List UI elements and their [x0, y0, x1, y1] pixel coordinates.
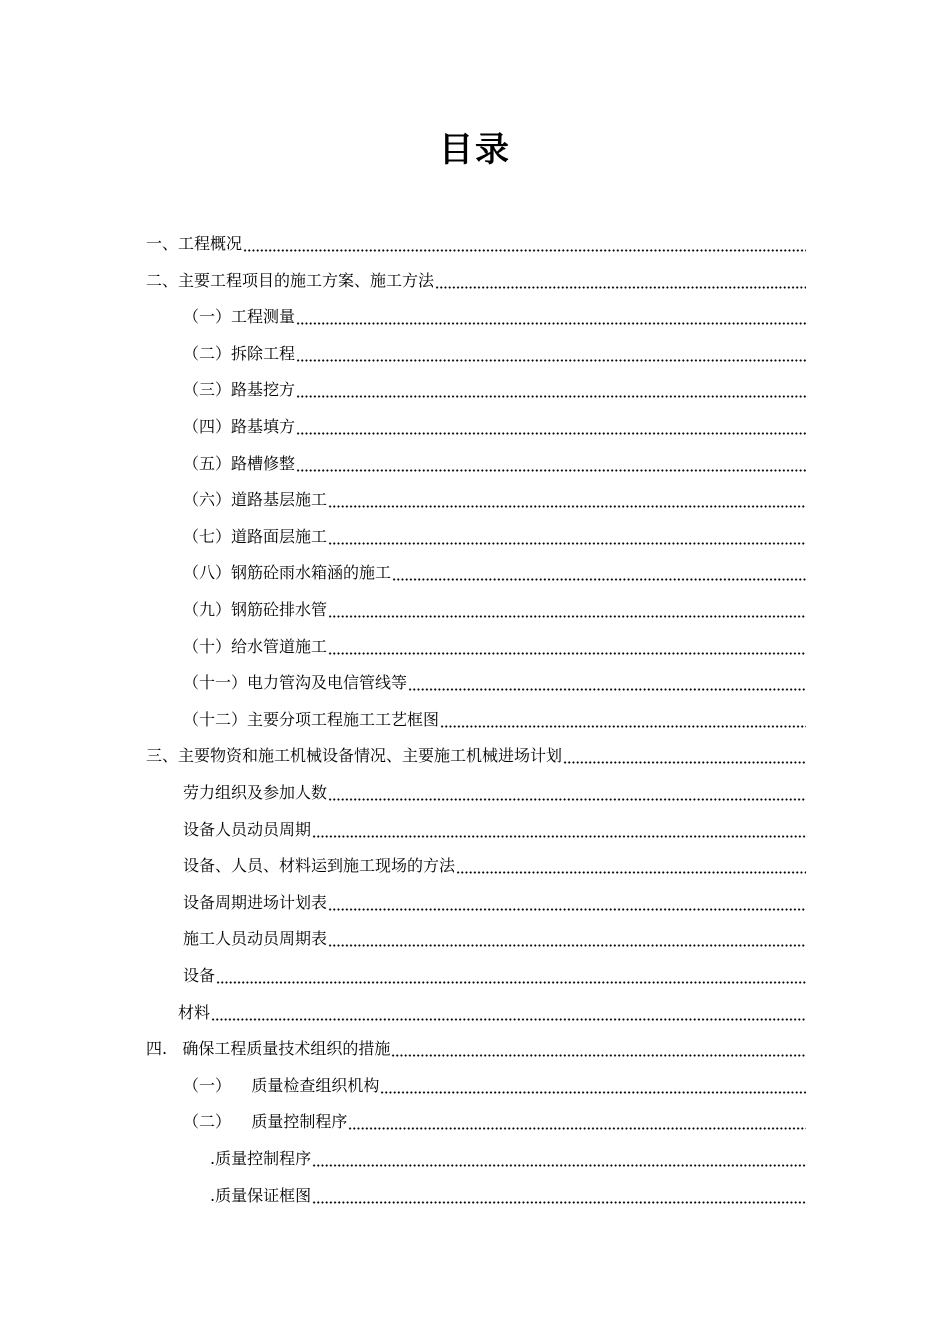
toc-entry-label: （二） 质量控制程序	[183, 1112, 348, 1132]
toc-entry[interactable]	[183, 659, 806, 695]
toc-entry[interactable]	[183, 1098, 806, 1134]
dot-leader	[296, 359, 806, 362]
toc-entry-label: 四. 确保工程质量技术组织的措施	[146, 1039, 391, 1059]
dot-leader	[243, 249, 806, 252]
dot-leader	[435, 286, 806, 289]
toc-entry[interactable]	[183, 806, 806, 842]
toc-entry[interactable]	[183, 549, 806, 585]
dot-leader	[456, 871, 806, 874]
dot-leader	[312, 1164, 806, 1167]
toc-entry-label: （五）路槽修整	[183, 453, 296, 473]
toc-entry-label: （八）钢筋砼雨水箱涵的施工	[183, 563, 392, 583]
toc-entry-label: 一、工程概况	[146, 234, 243, 253]
dot-leader	[296, 395, 806, 398]
toc-entry[interactable]	[183, 915, 806, 951]
dot-leader	[392, 578, 806, 581]
toc-entry[interactable]	[183, 623, 806, 659]
toc-entry[interactable]	[146, 1025, 806, 1061]
toc-entry-label: （十一）电力管沟及电信管线等	[183, 673, 408, 693]
toc-entry[interactable]	[210, 1135, 806, 1171]
dot-leader	[328, 908, 806, 911]
toc-entry-label: .质量控制程序	[210, 1149, 312, 1168]
toc-entry[interactable]	[183, 513, 806, 549]
toc-entry-label: 材料	[178, 1002, 211, 1022]
toc-entry-label: 设备、人员、材料运到施工现场的方法	[183, 856, 456, 876]
toc-entry[interactable]	[183, 440, 806, 476]
dot-leader	[408, 688, 806, 691]
toc-entry-label: （一）工程测量	[183, 307, 296, 327]
dot-leader	[296, 322, 806, 325]
dot-leader	[563, 761, 806, 764]
toc-entry-label: 设备周期进场计划表	[183, 892, 328, 912]
toc-entry-label: （二）拆除工程	[183, 343, 296, 363]
dot-leader	[328, 505, 806, 508]
dot-leader	[380, 1091, 806, 1094]
toc-entry[interactable]	[183, 293, 806, 329]
toc-entry[interactable]	[183, 879, 806, 915]
page-title: 目录	[439, 130, 511, 170]
dot-leader	[312, 1201, 806, 1204]
dot-leader	[328, 652, 806, 655]
toc-entry[interactable]	[183, 403, 806, 439]
dot-leader	[328, 615, 806, 618]
toc-entry-label: （三）路基挖方	[183, 380, 296, 400]
toc-entry-label: （九）钢筋砼排水管	[183, 600, 328, 619]
toc-entry-label: 三、主要物资和施工机械设备情况、主要施工机械进场计划	[146, 746, 563, 766]
toc-entry[interactable]	[183, 696, 806, 732]
dot-leader	[296, 469, 806, 472]
dot-leader	[328, 944, 806, 947]
toc-entry-label: 设备人员动员周期	[183, 819, 312, 839]
toc-entry[interactable]	[210, 1172, 806, 1208]
toc-entry-label: 二、主要工程项目的施工方案、施工方法	[146, 270, 435, 290]
toc-entry-label: .质量保证框图	[210, 1185, 312, 1205]
toc-entry[interactable]	[183, 586, 806, 622]
toc-entry-label: （十二）主要分项工程施工工艺框图	[183, 709, 440, 729]
dot-leader	[391, 1054, 806, 1057]
dot-leader	[348, 1127, 806, 1130]
toc-entry[interactable]	[183, 476, 806, 512]
dot-leader	[328, 798, 806, 801]
dot-leader	[312, 835, 806, 838]
toc-entry-label: （一） 质量检查组织机构	[183, 1075, 380, 1095]
toc-entry[interactable]	[183, 330, 806, 366]
toc-entry[interactable]	[183, 952, 806, 988]
dot-leader	[216, 981, 806, 984]
dot-leader	[296, 432, 806, 435]
dot-leader	[440, 725, 806, 728]
dot-leader	[211, 1018, 806, 1021]
toc-entry[interactable]	[178, 989, 806, 1025]
toc-entry[interactable]	[183, 366, 806, 402]
toc-entry[interactable]	[183, 842, 806, 878]
toc-entry[interactable]	[146, 732, 806, 768]
toc-entry-label: 施工人员动员周期表	[183, 929, 328, 949]
toc-entry-label: （六）道路基层施工	[183, 490, 328, 510]
dot-leader	[328, 542, 806, 545]
toc-entry-label: 设备	[183, 966, 216, 985]
toc-entry-label: （四）路基填方	[183, 417, 296, 436]
toc-entry-label: 劳力组织及参加人数	[183, 783, 328, 802]
toc-entry-label: （十）给水管道施工	[183, 636, 328, 656]
toc-entry-label: （七）道路面层施工	[183, 526, 328, 546]
toc-entry[interactable]	[146, 257, 806, 293]
toc-entry[interactable]	[146, 220, 806, 256]
toc-entry[interactable]	[183, 769, 806, 805]
toc-entry[interactable]	[183, 1062, 806, 1098]
